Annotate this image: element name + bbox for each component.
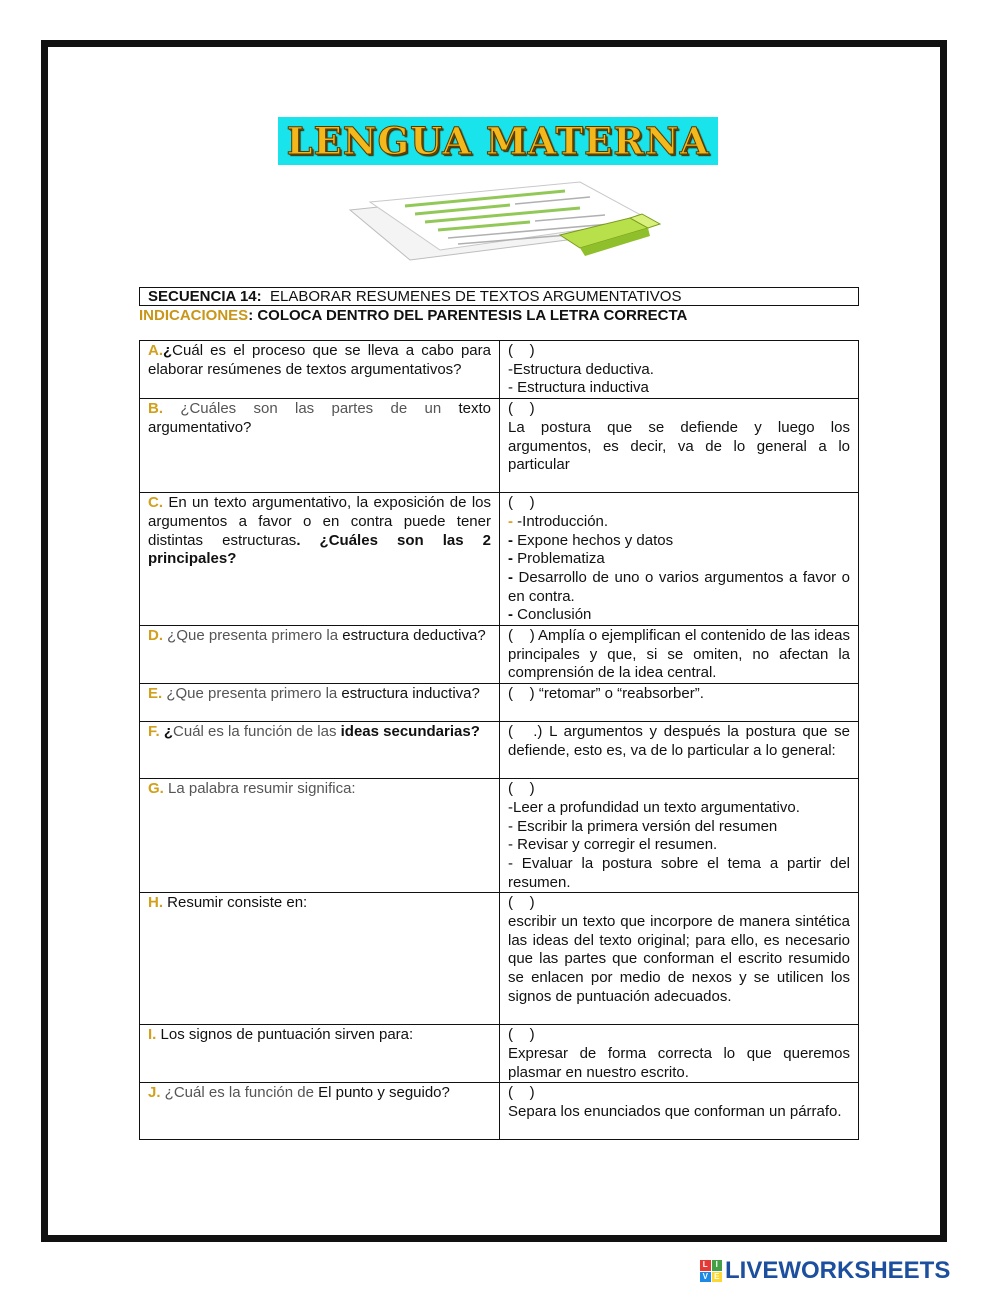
question-text: Cuál es la función de las bbox=[173, 723, 337, 741]
answer-line: - Estructura inductiva bbox=[508, 379, 649, 397]
table-row bbox=[140, 684, 859, 722]
table-row bbox=[140, 341, 859, 399]
question-cell bbox=[140, 684, 500, 722]
question-cell bbox=[140, 626, 500, 684]
instructions-label: INDICACIONES bbox=[139, 307, 249, 324]
answer-blank[interactable]: ( ) bbox=[508, 1026, 535, 1044]
answer-cell bbox=[500, 341, 859, 399]
brand-name: LIVEWORKSHEETS bbox=[725, 1257, 951, 1284]
table-row bbox=[140, 399, 859, 493]
instructions bbox=[139, 307, 687, 325]
question-cell bbox=[140, 493, 500, 626]
sequence-text: ELABORAR RESUMENES DE TEXTOS ARGUMENTATIVOS bbox=[269, 288, 682, 305]
question-cell bbox=[140, 1083, 500, 1140]
answer-line: Expresar de forma correcta lo que queremos plasmar en nuestro escrito. bbox=[508, 1045, 850, 1081]
answer-cell bbox=[500, 684, 859, 722]
answer-line: Problematiza bbox=[517, 550, 605, 568]
table-row bbox=[140, 1025, 859, 1083]
question-text: ¿Que presenta primero la bbox=[163, 627, 339, 645]
question-cell bbox=[140, 341, 500, 399]
answer-line: - Evaluar la postura sobre el tema a partir del resumen. bbox=[508, 854, 850, 891]
answer-blank[interactable]: ( .) bbox=[508, 723, 543, 741]
sequence-box bbox=[139, 287, 859, 306]
question-letter: A. bbox=[148, 342, 163, 359]
question-text: El punto y seguido? bbox=[313, 1084, 450, 1102]
question-text: texto argumentativo? bbox=[148, 400, 492, 436]
bullet-dash: - bbox=[508, 606, 513, 624]
question-text: Los signos de puntuación sirven para: bbox=[156, 1026, 414, 1044]
question-text: En un texto argumentativo, la exposición de los argumentos a favor o en contra puede tener distintas estructuras bbox=[148, 494, 491, 549]
answer-line: La postura que se defiende y luego los argumentos, es decir, va de lo general a lo particular bbox=[508, 418, 850, 474]
answer-line: -Introducción. bbox=[517, 512, 609, 530]
question-letter: J. bbox=[148, 1084, 161, 1102]
table-row bbox=[140, 779, 859, 893]
question-text: ¿Cuál es la función de bbox=[160, 1084, 314, 1102]
table-row bbox=[140, 493, 859, 626]
answer-cell bbox=[500, 493, 859, 626]
liveworksheets-brand bbox=[700, 1258, 950, 1284]
question-letter: G. bbox=[148, 780, 164, 798]
answer-line: Separa los enunciados que conforman un párrafo. bbox=[508, 1103, 842, 1121]
documents-highlighter-icon bbox=[330, 180, 670, 268]
question-cell bbox=[140, 399, 500, 493]
table-row bbox=[140, 722, 859, 779]
answer-line: “retomar” o “reabsorber”. bbox=[534, 685, 704, 703]
answer-cell bbox=[500, 722, 859, 779]
answer-blank[interactable]: ( ) bbox=[508, 685, 535, 703]
answer-cell bbox=[500, 779, 859, 893]
question-letter: E. bbox=[148, 685, 163, 703]
question-text: Resumir consiste en: bbox=[163, 894, 308, 912]
answer-line: escribir un texto que incorpore de manera sintética las ideas del texto original; para ello, es necesario que las partes que conforman el escrito resumido se enlacen por medio de nexos y se utilicen los signos de puntuación adecuados. bbox=[508, 913, 850, 1005]
question-letter: I. bbox=[148, 1026, 157, 1044]
answer-blank[interactable]: ( ) bbox=[508, 627, 535, 645]
question-text: ¿ bbox=[159, 723, 174, 741]
question-letter: B. bbox=[148, 400, 163, 418]
answer-blank[interactable]: ( ) bbox=[508, 494, 535, 512]
answer-cell bbox=[500, 893, 859, 1025]
question-text: elaborar resúmenes de textos argumentativos? bbox=[148, 360, 462, 378]
answer-blank[interactable]: ( ) bbox=[508, 400, 535, 418]
bullet-dash: - bbox=[508, 512, 513, 530]
answer-line: -Leer a profundidad un texto argumentativo. bbox=[508, 798, 800, 816]
table-row bbox=[140, 626, 859, 684]
question-text: ¿Cuáles son las partes de un bbox=[163, 400, 442, 418]
question-text: Cuál es el proceso que se lleva a cabo para bbox=[172, 342, 491, 359]
answer-cell bbox=[500, 399, 859, 493]
question-text: . ¿Cuáles son las 2 principales? bbox=[148, 531, 492, 568]
page-title: LENGUA MATERNA bbox=[286, 119, 710, 163]
instructions-text: : COLOCA DENTRO DEL PARENTESIS LA LETRA CORRECTA bbox=[248, 307, 688, 324]
question-cell bbox=[140, 722, 500, 779]
question-text: estructura deductiva? bbox=[338, 627, 486, 645]
table-row bbox=[140, 893, 859, 1025]
answer-cell bbox=[500, 1025, 859, 1083]
bullet-dash: - bbox=[508, 531, 513, 549]
bullet-dash: - bbox=[508, 550, 513, 568]
question-cell bbox=[140, 893, 500, 1025]
answer-blank[interactable]: ( ) bbox=[508, 780, 535, 798]
logo-letter: V bbox=[700, 1272, 711, 1283]
question-letter: F. bbox=[148, 723, 160, 741]
answer-blank[interactable]: ( ) bbox=[508, 1084, 535, 1102]
question-cell bbox=[140, 1025, 500, 1083]
answer-line: Amplía o ejemplifican el contenido de las ideas principales y que, si se omiten, no afectan la comprensión de la idea central. bbox=[508, 627, 850, 682]
question-text: ¿Que presenta primero la bbox=[162, 685, 338, 703]
logo-letter: I bbox=[712, 1260, 723, 1271]
table-row bbox=[140, 1083, 859, 1140]
bullet-dash: - bbox=[508, 568, 513, 586]
answer-line: - Revisar y corregir el resumen. bbox=[508, 836, 718, 854]
title-banner bbox=[278, 117, 718, 165]
question-text: ideas secundarias? bbox=[336, 723, 480, 741]
answer-line: -Estructura deductiva. bbox=[508, 360, 654, 378]
liveworksheets-logo-icon bbox=[700, 1260, 722, 1282]
question-cell bbox=[140, 779, 500, 893]
answer-line: L argumentos y después la postura que se defiende, esto es, va de lo particular a lo general: bbox=[508, 723, 850, 759]
question-letter: C. bbox=[148, 494, 163, 512]
answer-blank[interactable]: ( ) bbox=[508, 342, 535, 359]
question-text: ¿ bbox=[163, 342, 173, 359]
question-letter: D. bbox=[148, 627, 163, 645]
answer-line: - Escribir la primera versión del resumen bbox=[508, 817, 778, 835]
answer-blank[interactable]: ( ) bbox=[508, 894, 535, 912]
matching-table bbox=[139, 340, 859, 1140]
question-text: estructura inductiva? bbox=[337, 685, 480, 703]
answer-line: Conclusión bbox=[517, 606, 592, 624]
logo-letter: L bbox=[700, 1260, 711, 1271]
question-letter: H. bbox=[148, 894, 163, 912]
question-text: La palabra resumir significa: bbox=[163, 780, 356, 798]
sequence-label: SECUENCIA 14: bbox=[148, 288, 262, 305]
answer-line: Expone hechos y datos bbox=[517, 531, 674, 549]
answer-cell bbox=[500, 1083, 859, 1140]
answer-line: Desarrollo de uno o varios argumentos a favor o en contra. bbox=[508, 568, 850, 605]
logo-letter: E bbox=[712, 1272, 723, 1283]
answer-cell bbox=[500, 626, 859, 684]
